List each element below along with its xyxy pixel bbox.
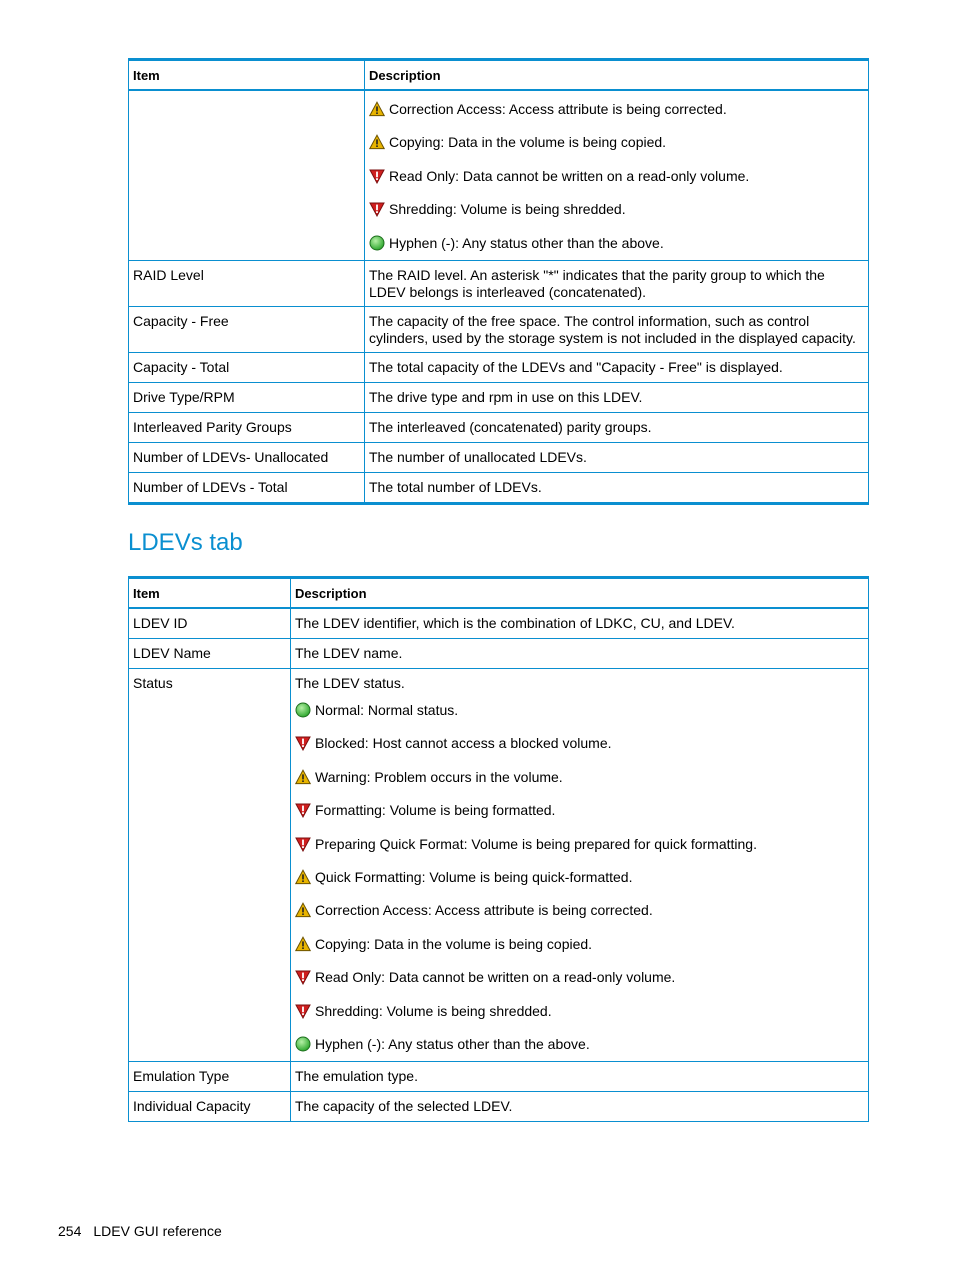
status-text: Copying: Data in the volume is being copied. <box>315 935 593 952</box>
ldevs-tab-table <box>128 576 869 1122</box>
table-cell-item: Emulation Type <box>129 1061 291 1091</box>
status-text: Blocked: Host cannot access a blocked volume. <box>315 735 612 752</box>
table-cell-item: Drive Type/RPM <box>129 382 365 412</box>
table-row <box>129 472 869 503</box>
status-text: Correction Access: Access attribute is being corrected. <box>315 902 653 919</box>
table-cell-item: Interleaved Parity Groups <box>129 412 365 442</box>
status-line <box>295 836 864 869</box>
table-row <box>129 639 869 669</box>
error-icon <box>295 735 311 751</box>
table-cell-description: The LDEV identifier, which is the combination of LDKC, CU, and LDEV. <box>291 608 869 639</box>
status-text: Hyphen (-): Any status other than the above. <box>315 1035 590 1052</box>
status-text: Preparing Quick Format: Volume is being prepared for quick formatting. <box>315 835 757 852</box>
error-icon <box>295 802 311 818</box>
warning-icon <box>295 769 311 785</box>
status-line <box>369 201 864 234</box>
table-cell-item: LDEV ID <box>129 608 291 639</box>
warning-icon <box>369 134 385 150</box>
table-cell-description: The capacity of the selected LDEV. <box>291 1091 869 1121</box>
table-row <box>129 260 869 306</box>
table-row <box>129 1061 869 1091</box>
column-header-description: Description <box>291 578 869 609</box>
table-cell-item: Number of LDEVs- Unallocated <box>129 442 365 472</box>
page-number: 254 <box>58 1223 82 1239</box>
status-line <box>369 235 864 252</box>
table-cell-description: The RAID level. An asterisk "*" indicates that the parity group to which the LDEV belongs is interleaved (concatenated). <box>365 260 869 306</box>
column-header-description: Description <box>365 60 869 91</box>
status-text: Quick Formatting: Volume is being quick-formatted. <box>315 868 633 885</box>
column-header-item: Item <box>129 60 365 91</box>
column-header-item: Item <box>129 578 291 609</box>
table-cell-description <box>291 669 869 1062</box>
table-row-status-continued <box>129 90 869 260</box>
table-cell-description: The total number of LDEVs. <box>365 472 869 503</box>
status-list <box>295 702 864 1061</box>
table-cell-item: LDEV Name <box>129 639 291 669</box>
status-line <box>295 969 864 1002</box>
table-cell-item <box>129 90 365 260</box>
table-header-row <box>129 60 869 91</box>
status-line <box>295 1036 864 1053</box>
table-header-row <box>129 578 869 609</box>
table-cell-description: The total capacity of the LDEVs and "Capacity - Free" is displayed. <box>365 352 869 382</box>
status-line <box>369 168 864 201</box>
table-row <box>129 442 869 472</box>
error-icon <box>369 201 385 217</box>
section-heading: LDEVs tab <box>128 529 243 556</box>
table-cell-item: Status <box>129 669 291 1062</box>
status-line <box>295 1003 864 1036</box>
table-row <box>129 608 869 639</box>
status-list <box>369 91 864 260</box>
status-text: Read Only: Data cannot be written on a read-only volume. <box>389 167 750 184</box>
table-cell-item: Capacity - Total <box>129 352 365 382</box>
page-footer <box>58 1222 222 1240</box>
table-cell-item: RAID Level <box>129 260 365 306</box>
normal-icon <box>295 1036 311 1052</box>
normal-icon <box>295 702 311 718</box>
error-icon <box>295 1003 311 1019</box>
status-text: Formatting: Volume is being formatted. <box>315 802 556 819</box>
status-line <box>295 936 864 969</box>
status-text: Hyphen (-): Any status other than the above. <box>389 234 664 251</box>
warning-icon <box>295 869 311 885</box>
table-cell-item: Capacity - Free <box>129 306 365 352</box>
error-icon <box>295 969 311 985</box>
table-row <box>129 412 869 442</box>
table-cell-item: Number of LDEVs - Total <box>129 472 365 503</box>
warning-icon <box>369 101 385 117</box>
table-cell-description: The interleaved (concatenated) parity groups. <box>365 412 869 442</box>
table-continued <box>128 58 869 505</box>
warning-icon <box>295 902 311 918</box>
table-cell-description: The number of unallocated LDEVs. <box>365 442 869 472</box>
status-line <box>369 134 864 167</box>
status-line <box>369 101 864 134</box>
status-line <box>295 769 864 802</box>
table-row-status <box>129 669 869 1062</box>
status-text: Correction Access: Access attribute is being corrected. <box>389 101 727 117</box>
status-line <box>295 802 864 835</box>
status-text: Read Only: Data cannot be written on a read-only volume. <box>315 969 676 986</box>
table-cell-description: The emulation type. <box>291 1061 869 1091</box>
normal-icon <box>369 235 385 251</box>
table-row <box>129 382 869 412</box>
table-cell-description: The capacity of the free space. The control information, such as control cylinders, used by the storage system is not included in the displayed capacity. <box>365 306 869 352</box>
table-row <box>129 306 869 352</box>
status-text: Copying: Data in the volume is being copied. <box>389 134 667 151</box>
table-row <box>129 352 869 382</box>
warning-icon <box>295 936 311 952</box>
status-text: Shredding: Volume is being shredded. <box>389 201 626 218</box>
status-line <box>295 735 864 768</box>
status-text: Warning: Problem occurs in the volume. <box>315 768 563 785</box>
status-intro: The LDEV status. <box>295 675 405 691</box>
table-cell-description <box>365 90 869 260</box>
table-cell-description: The drive type and rpm in use on this LDEV. <box>365 382 869 412</box>
error-icon <box>369 168 385 184</box>
footer-title: LDEV GUI reference <box>93 1223 222 1239</box>
status-text: Normal: Normal status. <box>315 702 459 718</box>
status-line <box>295 902 864 935</box>
error-icon <box>295 836 311 852</box>
table-cell-description: The LDEV name. <box>291 639 869 669</box>
status-line <box>295 702 864 735</box>
table-cell-item: Individual Capacity <box>129 1091 291 1121</box>
table-row <box>129 1091 869 1121</box>
status-text: Shredding: Volume is being shredded. <box>315 1002 552 1019</box>
status-line <box>295 869 864 902</box>
